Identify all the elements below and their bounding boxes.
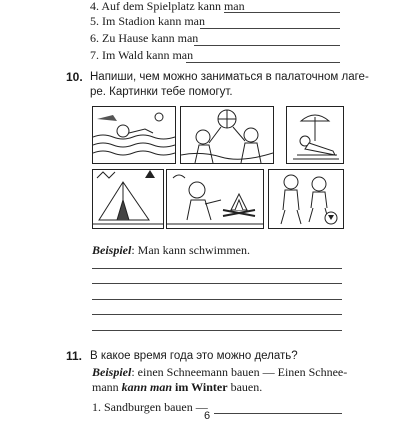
task-11-number: 11. [66, 349, 83, 363]
answer-line [92, 314, 342, 315]
task-11-example-line2: mann kann man im Winter bauen. [92, 380, 263, 394]
task-10-instruction-line1: Напиши, чем можно заниматься в палаточном лаге- [90, 71, 369, 83]
picture-campfire [166, 169, 264, 229]
answer-line [92, 268, 342, 269]
example-label: Beispiel [92, 243, 132, 257]
picture-tent [92, 169, 164, 229]
page-number: 6 [204, 410, 211, 422]
picture-swimming [92, 106, 176, 164]
prompt-5: 5. Im Stadion kann man [90, 14, 205, 28]
task-11-question: В какое время года это можно делать? [90, 350, 298, 362]
prompt-6: 6. Zu Hause kann man [90, 31, 199, 45]
prompt-7: 7. Im Wald kann man [90, 48, 194, 62]
answer-line [92, 283, 342, 284]
answer-line [200, 28, 340, 29]
example-label: Beispiel [92, 365, 132, 379]
example-text: : Man kann schwimmen. [131, 243, 250, 257]
answer-line [92, 330, 342, 331]
prompt-4: 4. Auf dem Spielplatz kann man [90, 0, 245, 13]
task-10-number: 10. [66, 70, 83, 84]
picture-sunbathing [286, 106, 344, 164]
answer-line [92, 299, 342, 300]
task-11-item-1: 1. Sandburgen bauen — [92, 400, 208, 414]
task-11-example-line1: Beispiel: einen Schneemann bauen — Einen Schnee- [92, 365, 348, 379]
task-10-instruction-line2: ре. Картинки тебе помогут. [90, 86, 233, 98]
answer-line [224, 12, 340, 13]
answer-line [214, 413, 342, 414]
answer-line [194, 45, 340, 46]
picture-beach-ball [180, 106, 274, 164]
task-10-example [92, 243, 250, 258]
picture-football [268, 169, 344, 229]
answer-line [186, 62, 340, 63]
